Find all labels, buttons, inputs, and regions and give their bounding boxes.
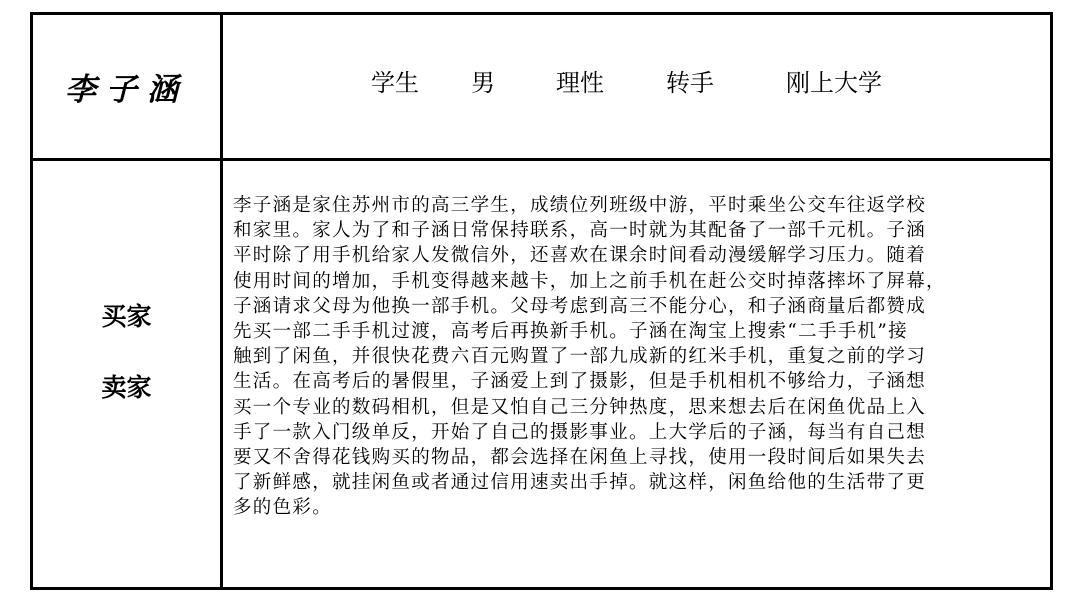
story-line: 多的色彩。 [233,497,333,519]
persona-table [30,12,1053,590]
roles-cell [33,161,220,587]
story-line: 生活。在高考后的暑假里，子涵爱上到了摄影，但是手机相机不够给力，子涵想 [233,371,927,393]
story-line: 手了一款入门级单反，开始了自己的摄影事业。上大学后的子涵，每当有自己想 [233,421,927,443]
tag-personality: 理性 [556,69,604,97]
role-buyer: 买家 [101,302,152,331]
role-seller: 卖家 [101,373,152,402]
story-line: 买一个专业的数码相机，但是又怕自己三分钟热度，思来想去后在闲鱼优品上入 [233,396,927,418]
persona-story [233,193,1043,520]
story-line: 子涵请求父母为他换一部手机。父母考虑到高三不能分心，和子涵商量后都赞成 [233,295,927,317]
story-line: 先买一部二手手机过渡，高考后再换新手机。子涵在淘宝上搜索“二手手机”接 [233,320,908,342]
tag-gender: 男 [471,69,495,97]
story-line: 要又不舍得花钱购买的物品，都会选择在闲鱼上寻找，使用一段时间后如果失去 [233,446,927,468]
story-line: 平时除了用手机给家人发微信外，还喜欢在课余时间看动漫缓解学习压力。随着 [233,245,927,267]
story-line: 触到了闲鱼，并很快花费六百元购置了一部九成新的红米手机，重复之前的学习 [233,346,927,368]
tag-behavior: 转手 [666,69,714,97]
story-line: 了新鲜感，就挂闲鱼或者通过信用速卖出手掉。就这样，闲鱼给他的生活带了更 [233,472,927,494]
tag-stage: 刚上大学 [786,69,882,97]
tag-occupation: 学生 [371,69,419,97]
persona-name: 李子涵 [65,72,188,108]
story-line: 和家里。家人为了和子涵日常保持联系，高一时就为其配备了一部千元机。子涵 [233,220,927,242]
story-line: 李子涵是家住苏州市的高三学生，成绩位列班级中游，平时乘坐公交车往返学校 [233,195,927,216]
column-divider [220,15,223,587]
story-line: 使用时间的增加，手机变得越来越卡，加上之前手机在赶公交时掉落摔坏了屏幕， [233,270,946,292]
